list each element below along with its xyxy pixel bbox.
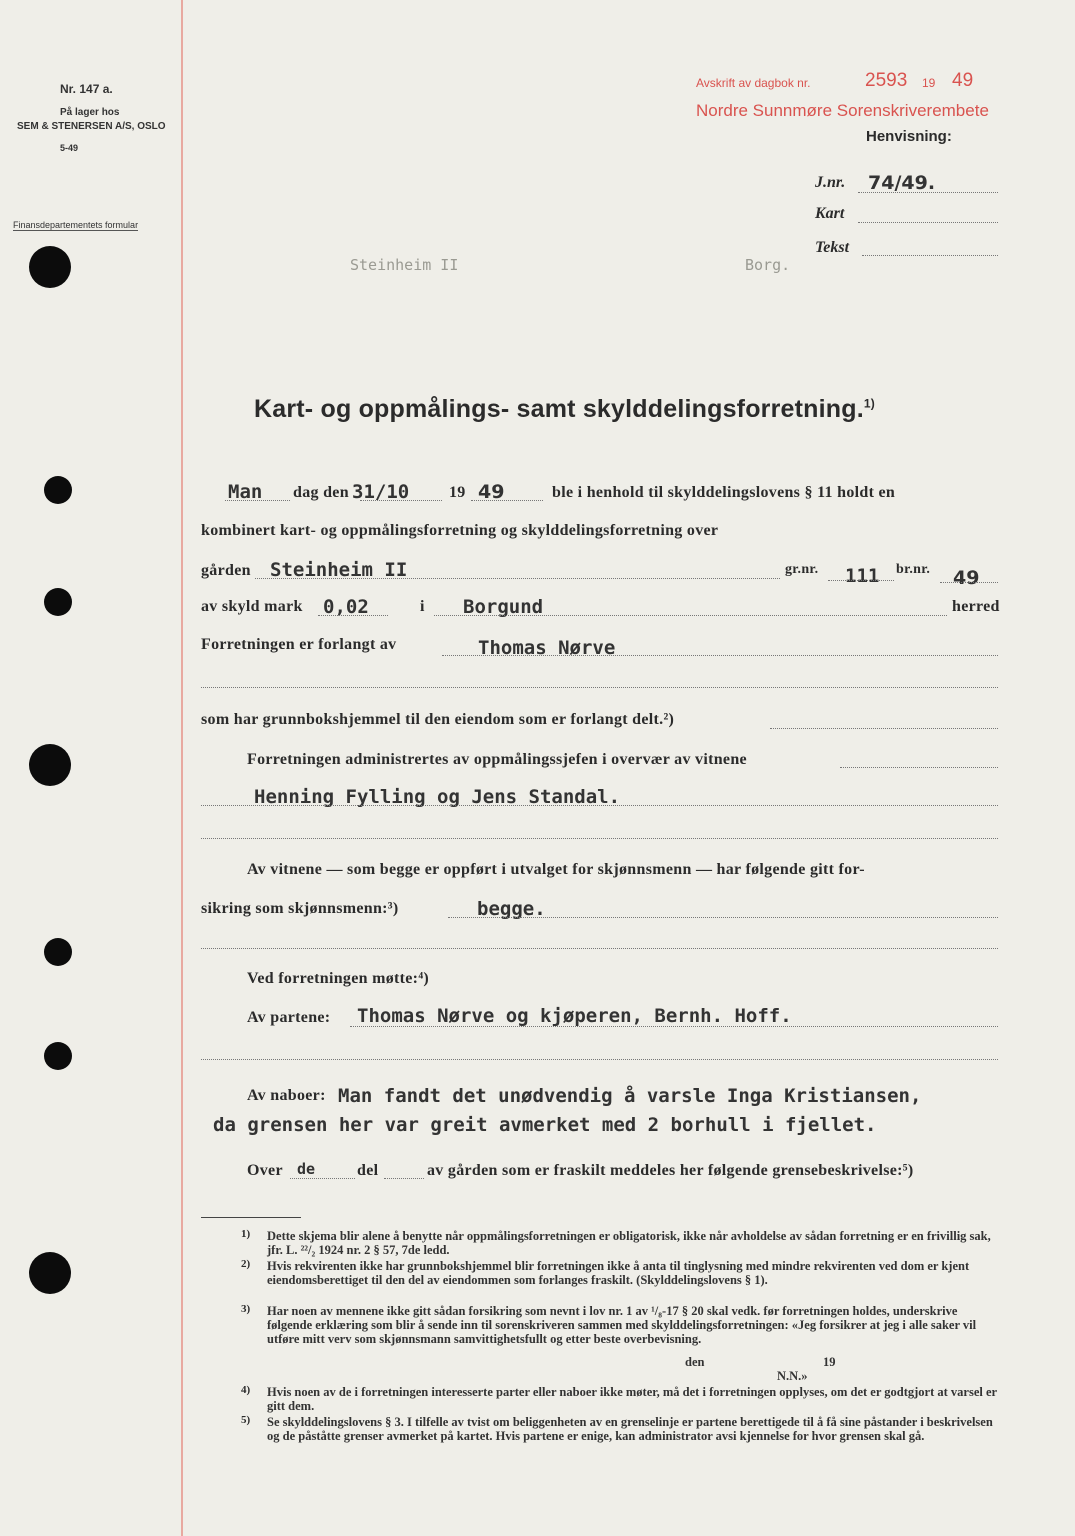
faded-mark-left: Steinheim II	[350, 256, 459, 274]
herred-dotted-line	[434, 615, 947, 616]
intro-rest: ble i henhold til skylddelingslovens § 11 holdt en	[552, 484, 896, 501]
stamp-year-prefix: 19	[922, 76, 936, 90]
over-rest: av gården som er fraskilt meddeles her følgende grensebeskrivelse:⁵)	[427, 1162, 914, 1179]
footnote-4: Hvis noen av de i forretningen interesserte parter eller naboer ikke møter, må det i forretningen opplyses, om det er godtgjort at varsel er gitt dem.	[267, 1385, 997, 1413]
grnr-label: gr.nr.	[785, 562, 819, 577]
footnote-3: Har noen av mennene ikke gitt sådan forsikring som nevnt i lov nr. 1 av ¹/₈-17 § 20 skal vedk. før forretningen holdes, underskrive følgende erklæring som blir å sende inn til sorenskriveren sammen med skylddelingsforretningen: «Jeg forsikrer at jeg i alle saker vil utføre mitt verv som skjønnsmann samvittighetsfullt og etter beste overbevisning.	[267, 1304, 977, 1346]
naboer-value-2: da grensen her var greit avmerket med 2 borhull i fjellet.	[213, 1114, 877, 1136]
kart-dotted-line	[858, 222, 998, 223]
garden-label: gården	[201, 562, 251, 579]
skyld-label: av skyld mark	[201, 598, 303, 615]
blank-dotted-line-2	[201, 838, 998, 839]
footnote-4-num: 4)	[241, 1384, 251, 1396]
vitner-dotted-line	[201, 805, 998, 806]
punch-hole	[29, 1252, 71, 1294]
footnote-1-num: 1)	[241, 1228, 251, 1240]
day-value: Man	[228, 481, 263, 503]
blank-dotted-line-4	[201, 1059, 998, 1060]
footnote-2-num: 2)	[241, 1258, 251, 1270]
punch-hole	[29, 744, 71, 786]
margin-line	[181, 0, 183, 1536]
stock-line-1: På lager hos	[60, 107, 120, 118]
vitne-dotted-line	[448, 917, 998, 918]
year-value: 49	[478, 481, 505, 503]
date-value: 31/10	[352, 481, 410, 503]
admin-line: Forretningen administrertes av oppmålingssjefen i overvær av vitnene	[247, 751, 747, 768]
year-dotted-line	[471, 500, 543, 501]
document-title	[254, 395, 875, 424]
brnr-label: br.nr.	[896, 562, 931, 577]
stock-line-2: SEM & STENERSEN A/S, OSLO	[17, 121, 166, 132]
naboer-value-1: Man fandt det unødvendig å varsle Inga Kristiansen,	[338, 1085, 922, 1107]
herred-label: herred	[952, 598, 1000, 615]
forlangt-label: Forretningen er forlangt av	[201, 636, 397, 653]
grunnbok-dotted-line	[770, 728, 998, 729]
punch-hole	[44, 476, 72, 504]
date-dotted-line	[360, 500, 442, 501]
grunnbok-line: som har grunnbokshjemmel til den eiendom som er forlangt delt.²)	[201, 711, 675, 728]
footnote-rule	[201, 1217, 301, 1218]
del-label: del	[357, 1162, 379, 1179]
garden-dotted-line	[255, 578, 780, 579]
over-dotted-line	[290, 1178, 355, 1179]
jnr-value: 74/49.	[868, 172, 936, 194]
title-footnote-ref: 1)	[863, 396, 875, 411]
footnote-2: Hvis rekvirenten ikke har grunnbokshjemmel blir forretningen ikke å anta til tinglysning med mindre rekvirenten ved dom er kjent eiendomsberettiget til den del av eiendommen som forlanges fraskilt. (Skylddelingslovens § 1).	[267, 1259, 970, 1287]
punch-hole	[44, 588, 72, 616]
vitne-line-1: Av vitnene — som begge er oppført i utvalget for skjønnsmenn — har følgende gitt for-	[247, 861, 865, 878]
admin-dotted-line	[840, 767, 998, 768]
forlangt-dotted-line	[442, 655, 998, 656]
footnote-1: Dette skjema blir alene å benytte når oppmålingsforretningen er obligatorisk, ikke når avholdelse av sådan forretning er en frivillig sak, jfr. L. ²²/₂ 1924 nr. 2 § 57, 7de ledd.	[267, 1229, 991, 1257]
form-number: Nr. 147 a.	[60, 82, 113, 96]
punch-hole	[44, 938, 72, 966]
over-label: Over	[247, 1162, 283, 1179]
blank-dotted-line	[201, 687, 998, 688]
blank-dotted-line-3	[201, 948, 998, 949]
skyld-dotted-line	[318, 615, 388, 616]
forlangt-value: Thomas Nørve	[478, 637, 616, 659]
footnote-3-num: 3)	[241, 1303, 251, 1315]
grnr-dotted-line	[828, 580, 894, 581]
vitne-line-2-value: begge.	[477, 898, 546, 920]
partene-label: Av partene:	[247, 1009, 331, 1026]
herred-value: Borgund	[463, 596, 544, 618]
intro-line-2: kombinert kart- og oppmålingsforretning og skylddelingsforretning over	[201, 522, 719, 539]
edition: 5-49	[60, 143, 79, 153]
stamp-year: 49	[952, 70, 974, 91]
stamp-dagbok-label: Avskrift av dagbok nr.	[696, 76, 811, 90]
partene-dotted-line	[350, 1026, 998, 1027]
naboer-label: Av naboer:	[247, 1087, 326, 1104]
garden-value: Steinheim II	[270, 559, 408, 581]
footnote-3-den: den	[685, 1355, 705, 1369]
grnr-value: 111	[845, 565, 880, 587]
footnote-3-nn: N.N.»	[777, 1369, 808, 1383]
year-prefix: 19	[449, 484, 466, 501]
jnr-dotted-line	[858, 192, 998, 193]
vitner-value: Henning Fylling og Jens Standal.	[254, 786, 621, 808]
henvisning-label: Henvisning:	[866, 128, 952, 145]
over-value: de	[297, 1160, 316, 1178]
stamp-office: Nordre Sunnmøre Sorenskriverembete	[696, 101, 989, 120]
tekst-label: Tekst	[815, 239, 850, 256]
vitne-line-2-label: sikring som skjønnsmenn:³)	[201, 900, 399, 917]
skyld-value: 0,02	[323, 596, 369, 618]
punch-hole	[44, 1042, 72, 1070]
kart-label: Kart	[815, 205, 845, 222]
brnr-value: 49	[953, 567, 980, 589]
title-text: Kart- og oppmålings- samt skylddelingsforretning.	[254, 395, 864, 423]
faded-mark-right: Borg.	[745, 256, 791, 274]
brnr-dotted-line	[940, 582, 998, 583]
dag-den-label: dag den	[293, 484, 349, 501]
mote-line: Ved forretningen møtte:⁴)	[247, 970, 430, 987]
punch-hole	[29, 246, 71, 288]
jnr-label: J.nr.	[815, 174, 846, 191]
day-dotted-line	[225, 500, 290, 501]
i-label: i	[420, 598, 425, 615]
footnote-3-year: 19	[823, 1355, 836, 1369]
stamp-dagbok-number: 2593	[865, 70, 908, 91]
footnote-5: Se skylddelingslovens § 3. I tilfelle av tvist om beliggenheten av en grenselinje er partene berettigede til å få sine påstander i beskrivelsen og de påståtte grenser avmerket på kartet. Hvis partene er enige, kan administrator avsi kjennelse for hvor grensen skal gå.	[267, 1415, 993, 1443]
partene-value: Thomas Nørve og kjøperen, Bernh. Hoff.	[357, 1005, 792, 1027]
del-dotted-line	[384, 1178, 424, 1179]
footnote-5-num: 5)	[241, 1414, 251, 1426]
tekst-dotted-line	[862, 255, 998, 256]
ministry-form-label: Finansdepartementets formular	[13, 220, 139, 230]
